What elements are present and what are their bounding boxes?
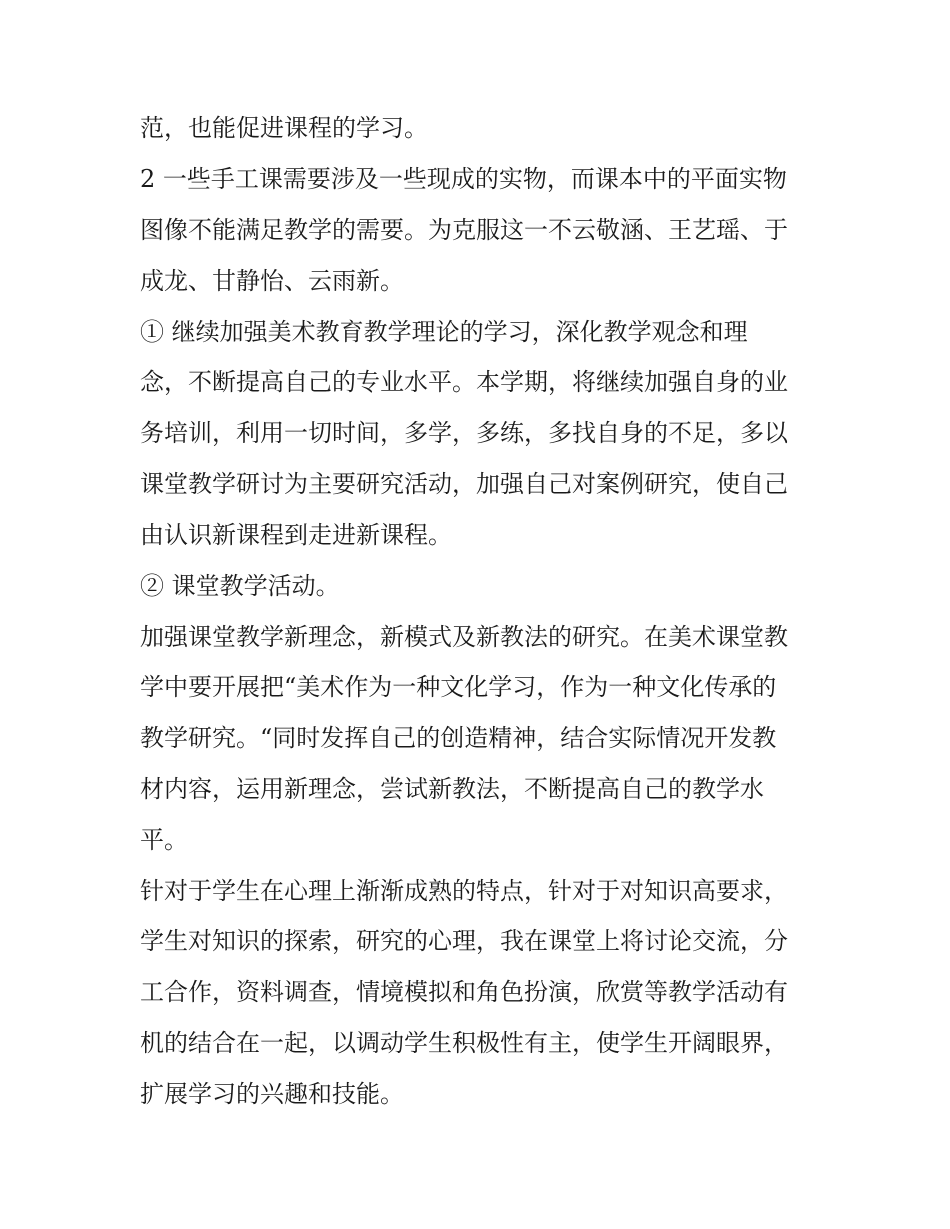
text-line: 2 一些手工课需要涉及一些现成的实物，而课本中的平面实物 — [140, 165, 787, 193]
text-line: 由认识新课程到走进新课程。 — [140, 521, 452, 549]
text-line: 学中要开展把“美术作为一种文化学习，作为一种文化传承的 — [140, 673, 777, 701]
text-line: 机的结合在一起，以调动学生积极性有主，使学生开阔眼界， — [140, 1029, 788, 1057]
text-line: 图像不能满足教学的需要。为克服这一不云敬涵、王艺瑶、于 — [140, 216, 788, 244]
text-line: 念，不断提高自己的专业水平。本学期，将继续加强自身的业 — [140, 368, 788, 396]
text-line: 工合作，资料调查，情境模拟和角色扮演，欣赏等教学活动有 — [140, 978, 788, 1006]
text-line: ① 继续加强美术教育教学理论的学习，深化教学观念和理 — [140, 318, 748, 346]
text-line: 平。 — [140, 826, 188, 854]
text-line: 扩展学习的兴趣和技能。 — [140, 1080, 404, 1108]
text-line: 教学研究。“同时发挥自己的创造精神，结合实际情况开发教 — [140, 724, 777, 752]
text-line: ② 课堂教学活动。 — [140, 572, 340, 600]
text-line: 课堂教学研讨为主要研究活动，加强自己对案例研究，使自己 — [140, 470, 788, 498]
text-line: 成龙、甘静怡、云雨新。 — [140, 267, 404, 295]
text-line: 针对于学生在心理上渐渐成熟的特点，针对于对知识高要求， — [140, 877, 788, 905]
text-line: 材内容，运用新理念，尝试新教法，不断提高自己的教学水 — [140, 775, 764, 803]
text-line: 学生对知识的探索，研究的心理，我在课堂上将讨论交流，分 — [140, 927, 788, 955]
text-line: 加强课堂教学新理念，新模式及新教法的研究。在美术课堂教 — [140, 623, 788, 651]
text-line: 务培训，利用一切时间，多学，多练，多找自身的不足，多以 — [140, 419, 788, 447]
text-line: 范，也能促进课程的学习。 — [140, 114, 428, 142]
